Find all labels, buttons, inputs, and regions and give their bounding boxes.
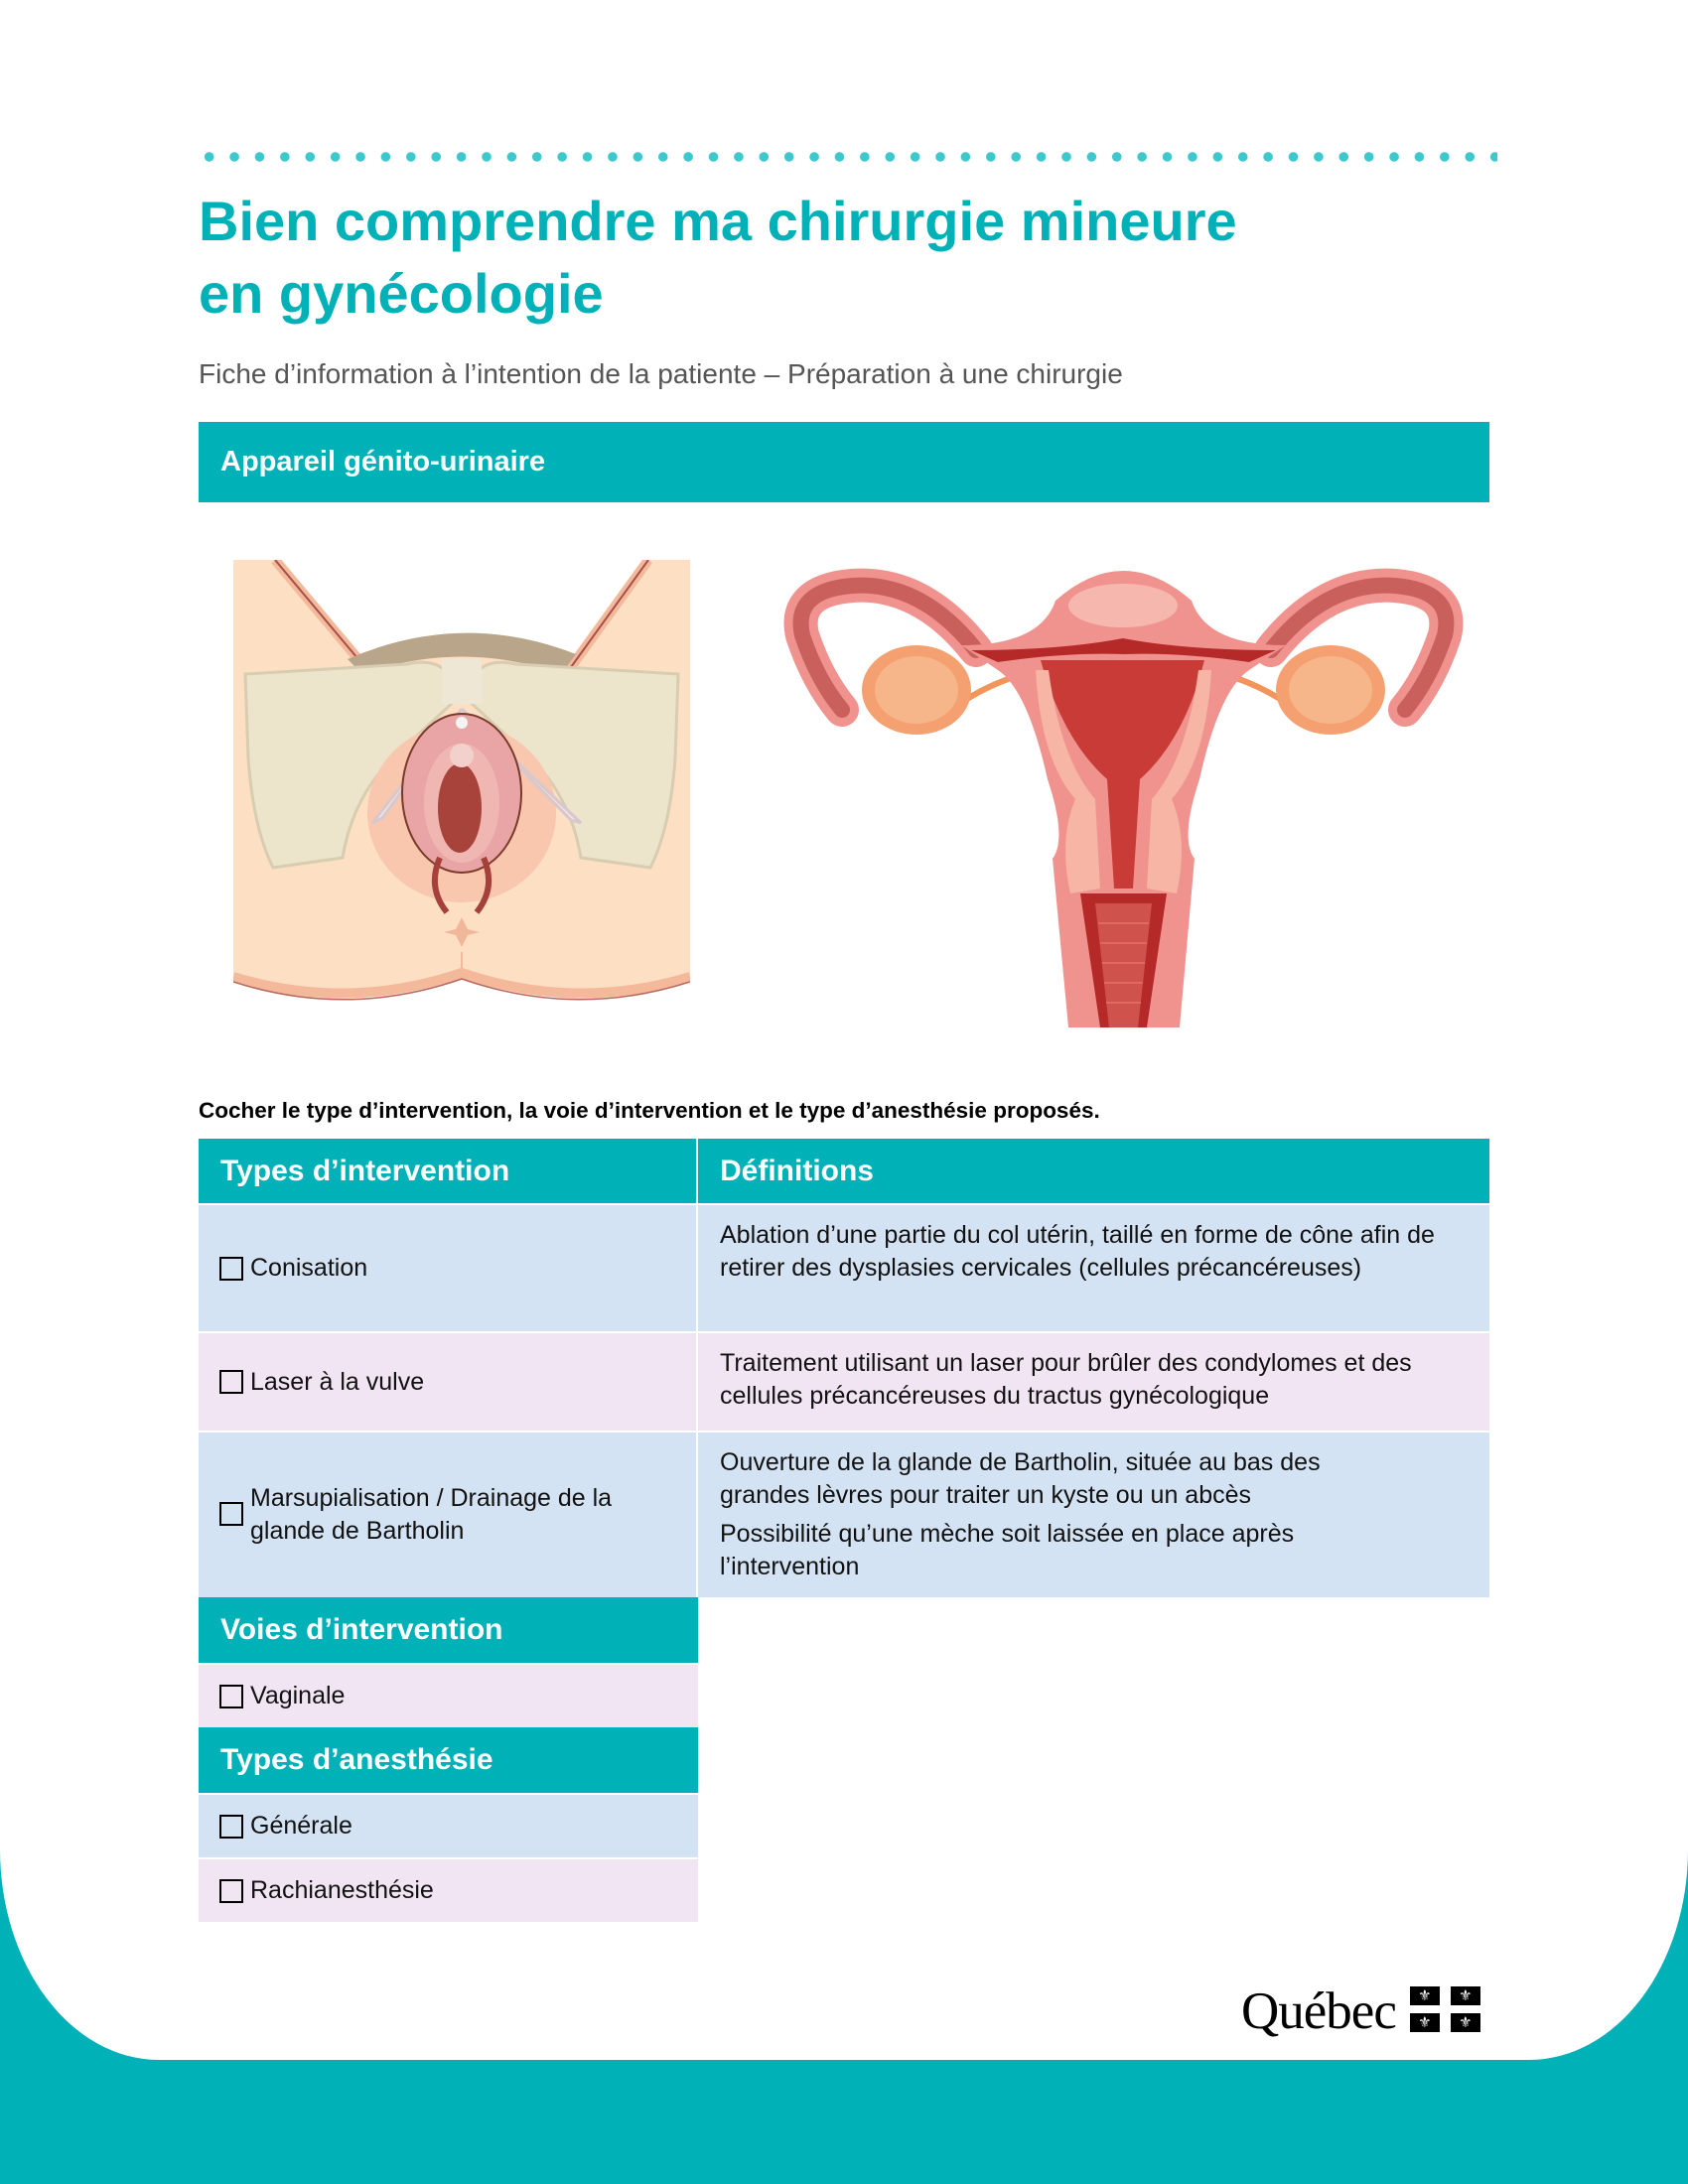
quebec-logo (1241, 1983, 1480, 2043)
anesthesie-header: Types d’anesthésie (199, 1727, 698, 1793)
column-header-definitions: Définitions (698, 1139, 1489, 1203)
page-subtitle: Fiche d’information à l’intention de la patiente – Préparation à une chirurgie (199, 358, 1123, 389)
intervention-table (199, 1139, 1489, 1922)
logo-wordmark: Québec (1241, 1982, 1396, 2040)
section-header (199, 422, 1489, 502)
option-marsupialisation[interactable] (199, 1433, 698, 1597)
definition-text: Ablation d’une partie du col utérin, taillé en forme de cône afin de retirer des dysplasies cervicales (cellules précancéreuses) (720, 1221, 1435, 1282)
table-row (199, 1203, 1489, 1331)
checkbox[interactable] (219, 1257, 243, 1281)
table-header-row (199, 1139, 1489, 1203)
anesthesie-section (199, 1727, 698, 1922)
title-line-2: en gynécologie (199, 262, 604, 325)
definition-cell (698, 1333, 1489, 1431)
fleur-de-lis-icon: ⚜ (1451, 2013, 1480, 2032)
checkbox[interactable] (219, 1879, 243, 1903)
voies-header: Voies d’intervention (199, 1597, 698, 1663)
definition-text: Traitement utilisant un laser pour brûler des condylomes et des cellules précancéreuses du tractus gynécologique (720, 1349, 1412, 1410)
fleur-de-lis-icon: ⚜ (1410, 1986, 1440, 2005)
option-laser-vulve[interactable] (199, 1333, 698, 1431)
fleur-de-lis-icon: ⚜ (1451, 1986, 1480, 2005)
voies-section (199, 1597, 698, 1727)
vulva-anatomy-illustration (233, 560, 690, 1032)
column-header-types: Types d’intervention (199, 1139, 698, 1203)
option-rachianesthesie[interactable] (199, 1857, 698, 1922)
page-title (199, 185, 1489, 330)
option-label: Marsupialisation / Drainage de la glande de Bartholin (250, 1484, 613, 1545)
fleur-de-lis-icon: ⚜ (1410, 2013, 1440, 2032)
checkbox[interactable] (219, 1502, 243, 1526)
option-label: Conisation (250, 1254, 368, 1282)
option-conisation[interactable] (199, 1205, 698, 1331)
checkbox[interactable] (219, 1370, 243, 1394)
dotted-rule (197, 152, 1497, 162)
quebec-flag-icon (1410, 1986, 1480, 2032)
option-label: Laser à la vulve (250, 1367, 425, 1396)
option-label: Vaginale (250, 1682, 346, 1709)
checkbox[interactable] (219, 1685, 243, 1708)
definition-cell (698, 1205, 1489, 1331)
definition-text: Possibilité qu’une mèche soit laissée en place après l’intervention (720, 1520, 1295, 1580)
table-row (199, 1431, 1489, 1597)
instruction-text: Cocher le type d’intervention, la voie d’intervention et le type d’anesthésie proposés. (199, 1098, 1100, 1123)
option-label: Générale (250, 1812, 352, 1840)
option-label: Rachianesthésie (250, 1876, 434, 1904)
uterus-anatomy-illustration (782, 561, 1465, 1032)
definition-cell (698, 1433, 1489, 1597)
title-line-1: Bien comprendre ma chirurgie mineure (199, 190, 1237, 252)
option-generale[interactable] (199, 1793, 698, 1857)
definition-text: Ouverture de la glande de Bartholin, située au bas des grandes lèvres pour traiter un kyste ou un abcès (720, 1448, 1321, 1509)
table-row (199, 1331, 1489, 1431)
checkbox[interactable] (219, 1815, 243, 1839)
section-title: Appareil génito-urinaire (220, 446, 546, 478)
option-vaginale[interactable] (199, 1663, 698, 1727)
